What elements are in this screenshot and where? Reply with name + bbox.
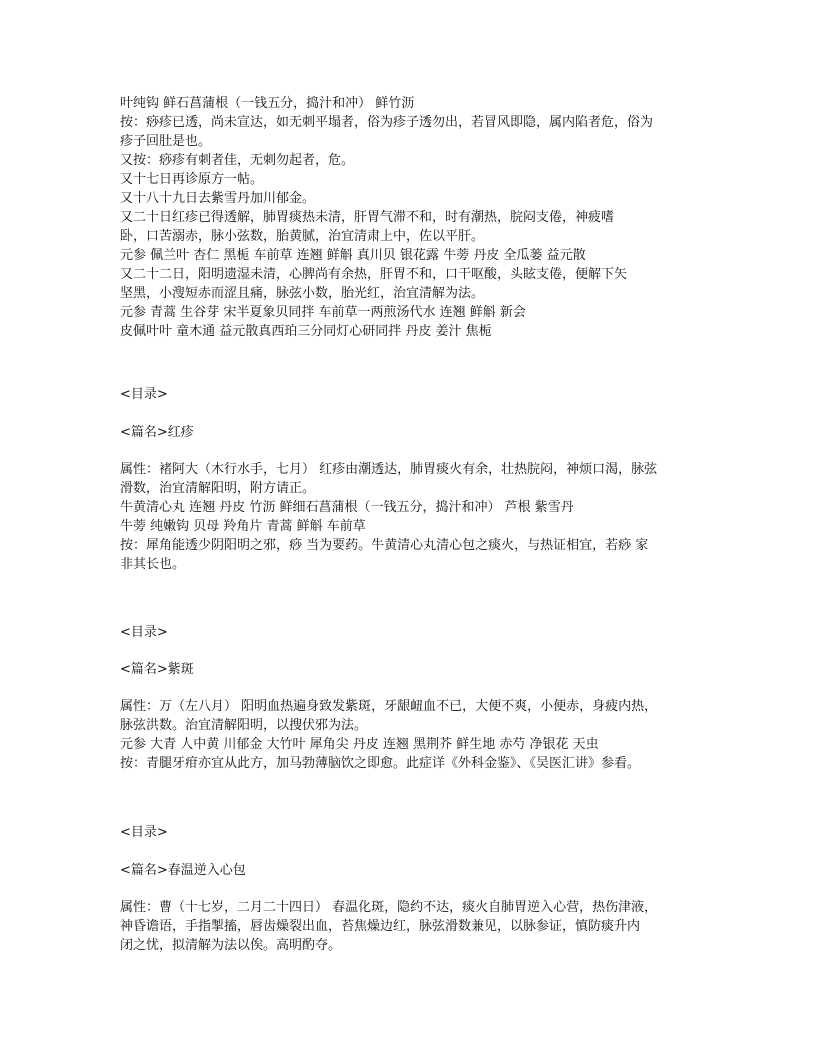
toc-link-ziban[interactable] xyxy=(120,623,720,642)
section-title: <篇名>春温逆入心包 xyxy=(120,863,246,878)
toc-label[interactable]: <目录> xyxy=(120,625,168,640)
text-line: 脉弦洪数。治宜清解阳明，以搜伏邪为法。 xyxy=(120,718,368,733)
section-title: <篇名>紫斑 xyxy=(120,662,194,677)
text-line: 又二十日红疹已得透解，肺胃痰热未清，肝胃气滞不和，时有潮热，脘闷支倦，神疲嗜 xyxy=(120,210,615,225)
text-line: 疹子回肚是也。 xyxy=(120,134,212,149)
toc-link-chunwen[interactable] xyxy=(120,823,720,842)
text-line: 按：痧疹已透，尚未宣达，如无刺平塌者，俗为疹子透勿出，若冒风即隐，属内陷者危，俗为 xyxy=(120,115,654,130)
text-line: 非其长也。 xyxy=(120,557,186,572)
text-line: 神昏谵语，手指掣搐，唇齿燥裂出血，苔焦燥边红，脉弦滑数兼见，以脉参证，慎防痰升内 xyxy=(120,919,641,934)
section-continuation xyxy=(120,94,720,341)
text-line: 叶纯钩 鲜石菖蒲根（一钱五分，捣汁和冲） 鲜竹沥 xyxy=(120,96,415,111)
text-line: 元参 大青 人中黄 川郁金 大竹叶 犀角尖 丹皮 连翘 黑荆芥 鲜生地 赤芍 净银花 天虫 xyxy=(120,737,599,752)
text-line: 元参 青蒿 生谷芽 宋半夏象贝同拌 车前草一两煎汤代水 连翘 鲜斛 新会 xyxy=(120,305,526,320)
section-title-hongzhen xyxy=(120,423,720,442)
text-line: 又按：痧疹有刺者佳，无刺勿起者，危。 xyxy=(120,153,355,168)
section-title-ziban xyxy=(120,660,720,679)
text-line: 又二十二日，阳明遗湿未清，心脾尚有余热，肝胃不和，口干呕酸，头眩支倦，便解下矢 xyxy=(120,267,628,282)
section-title: <篇名>红疹 xyxy=(120,425,194,440)
text-line: 牛蒡 纯嫩钩 贝母 羚角片 青蒿 鲜斛 车前草 xyxy=(120,519,366,534)
text-line: 坚黑，小溲短赤而涩且痛，脉弦小数，胎光红，治宜清解为法。 xyxy=(120,286,485,301)
toc-label[interactable]: <目录> xyxy=(120,825,168,840)
section-title-chunwen xyxy=(120,861,720,880)
text-line: 卧，口苦溺赤，脉小弦数，胎黄腻，治宜清肃上中，佐以平肝。 xyxy=(120,229,485,244)
text-line: 又十七日再诊原方一帖。 xyxy=(120,172,264,187)
text-line: 滑数，治宜清解阳明，附方请正。 xyxy=(120,481,316,496)
section-body-hongzhen xyxy=(120,460,720,574)
text-line: 闭之忧，拟清解为法以俟。高明酌夺。 xyxy=(120,938,342,953)
text-line: 牛黄清心丸 连翘 丹皮 竹沥 鲜细石菖蒲根（一钱五分，捣汁和冲） 芦根 紫雪丹 xyxy=(120,500,574,515)
text-line: 按：犀角能透少阴阳明之邪，痧 当为要药。牛黄清心丸清心包之痰火，与热证相宜，若痧 家 xyxy=(120,538,649,553)
section-body-ziban xyxy=(120,697,720,773)
toc-link-hongzhen[interactable] xyxy=(120,385,720,404)
section-body-chunwen xyxy=(120,898,720,955)
text-line: 又十八十九日去紫雪丹加川郁金。 xyxy=(120,191,316,206)
text-line: 属性：褚阿大（木行水手，七月） 红疹由潮透达，肺胃痰火有余，壮热脘闷，神烦口渴，脉弦 xyxy=(120,462,658,477)
text-line: 属性：曹（十七岁，二月二十四日） 春温化斑，隐约不达，痰火自肺胃逆入心营，热伤津液， xyxy=(120,900,658,915)
text-line: 皮佩叶叶 童木通 益元散真西珀三分同灯心研同拌 丹皮 姜汁 焦栀 xyxy=(120,324,492,339)
text-line: 按：青腿牙疳亦宜从此方，加马勃薄脑饮之即愈。此症详《外科金鉴》、《吴医汇讲》参看。 xyxy=(120,756,641,771)
text-line: 元参 佩兰叶 杏仁 黑栀 车前草 连翘 鲜斛 真川贝 银花露 牛蒡 丹皮 全瓜蒌 益元散 xyxy=(120,248,586,263)
text-line: 属性：万（左八月） 阳明血热遍身致发紫斑，牙龈衄血不已，大便不爽，小便赤，身疲内热， xyxy=(120,699,658,714)
toc-label[interactable]: <目录> xyxy=(120,387,168,402)
